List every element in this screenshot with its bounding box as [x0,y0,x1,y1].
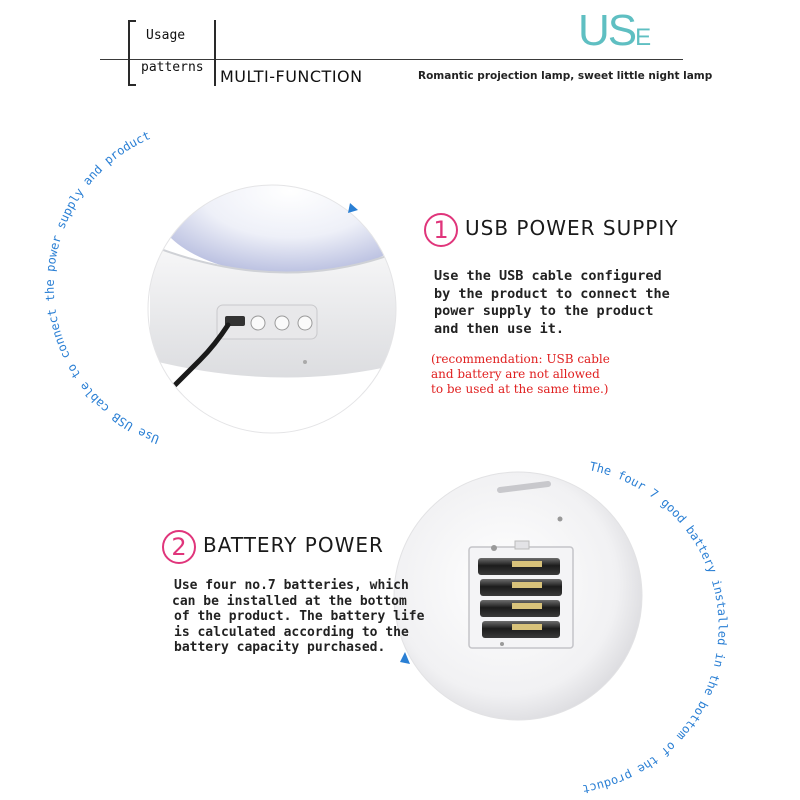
text-line: of the product. The battery life [174,609,425,624]
text-line: power supply to the product [434,303,654,319]
text-line: can be installed at the bottom [172,593,407,609]
battery-lamp-photo [394,472,642,720]
battery-power-description [174,578,424,656]
text-line: and then use it. [434,320,565,337]
usb-arc-arrow [348,203,358,213]
usb-power-title: USB POWER SUPPIY [465,216,679,240]
usb-arc-caption [43,128,161,446]
recommendation-note [431,352,610,397]
text-line: Use the USB cable configured [434,268,662,284]
text-line: by the product to connect the [434,285,670,302]
text-line: is calculated according to the [174,624,409,640]
text-line: (recommendation: USB cable [431,352,610,366]
use-logo-big: US [578,6,636,55]
usb-arc-caption-path: Use USB cable to connect the power supply and product [42,128,162,447]
usb-power-description [434,268,670,338]
text-line: battery capacity purchased. [174,640,386,655]
use-logo-small: E [635,24,652,51]
step-2-badge: 2 [162,530,196,564]
text-line: to be used at the same time.) [431,382,609,396]
tagline: Romantic projection lamp, sweet little night lamp [418,70,713,82]
battery-arc-caption-path: The four 7 good battery installed in the bottom of the product [581,459,730,797]
battery-power-title: BATTERY POWER [203,533,384,557]
patterns-label: patterns [141,60,204,75]
usb-lamp-photo [140,135,425,440]
text-line: and battery are not allowed [431,367,600,381]
usage-label: Usage [146,28,186,43]
text-line: Use four no.7 batteries, which [174,578,409,593]
step-1-badge: 1 [424,213,458,247]
multi-function-heading: MULTI-FUNCTION [220,67,363,86]
